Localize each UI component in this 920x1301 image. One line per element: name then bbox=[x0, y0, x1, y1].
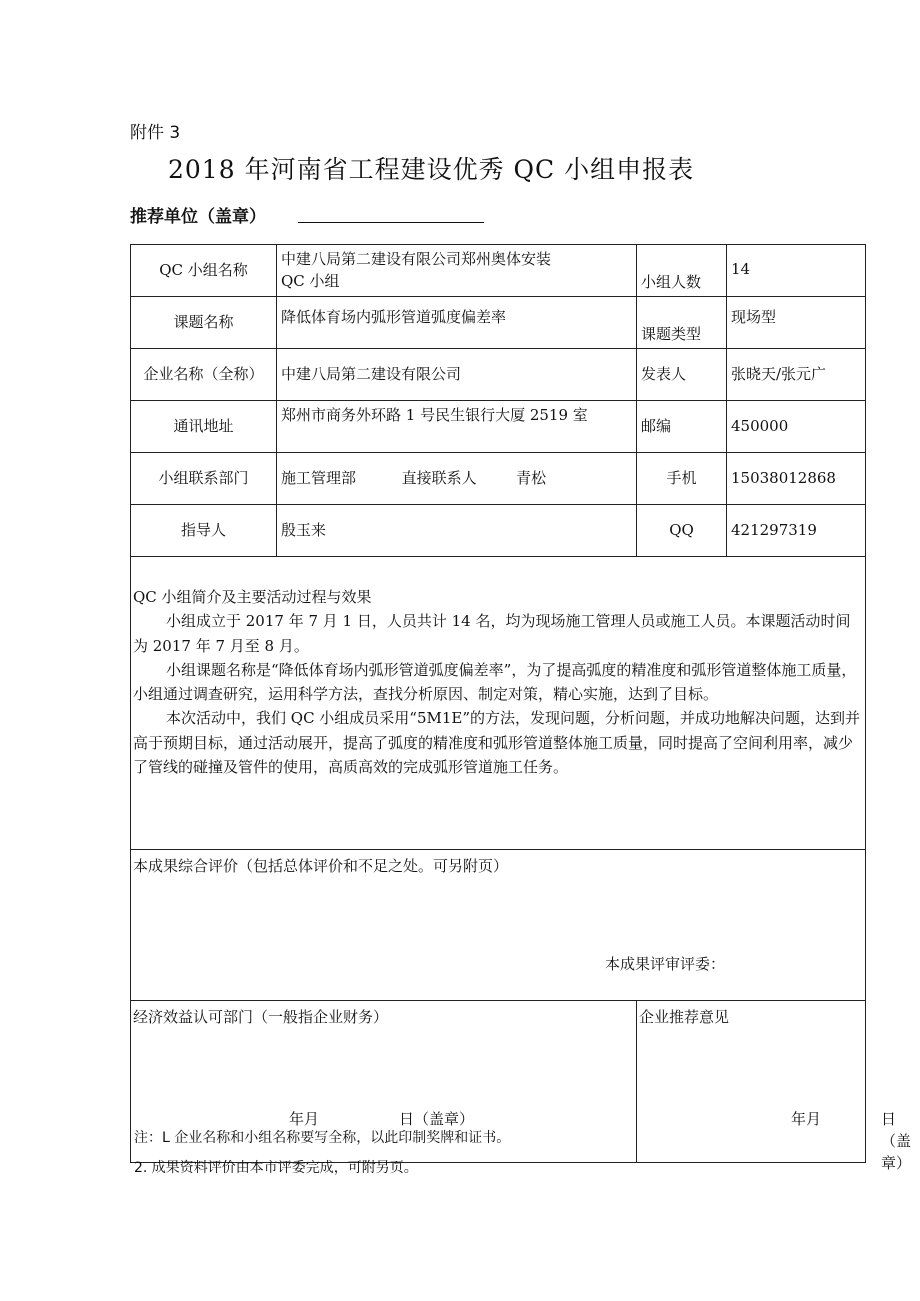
introduction-paragraph-2: 小组课题名称是“降低体育场内弧形管道弧度偏差率”，为了提高弧度的精准度和弧形管道整体施工质量，小组通过调查研究，运用科学方法，查找分析原因、制定对策，精心实施，达到了目标。 bbox=[133, 660, 857, 704]
group-name-label: QC 小组名称 bbox=[131, 245, 277, 297]
recommendation-year-month: 年月 bbox=[791, 1110, 822, 1128]
contact-person-label: 直接联系人 bbox=[401, 468, 477, 487]
advisor-label: 指导人 bbox=[131, 505, 277, 557]
recommending-unit-label: 推荐单位（盖章） bbox=[130, 207, 266, 227]
group-name-value-line2: QC 小组 bbox=[281, 271, 340, 290]
contact-person-value: 青松 bbox=[516, 468, 547, 487]
topic-type-value: 现场型 bbox=[727, 297, 866, 349]
finance-year-month: 年月 bbox=[289, 1110, 320, 1128]
introduction-heading: QC 小组简介及主要活动过程与效果 bbox=[133, 588, 372, 606]
footnote-2: 2. 成果资料评价由本市评委完成，可附另页。 bbox=[134, 1160, 418, 1176]
row-address bbox=[131, 401, 866, 453]
introduction-cell bbox=[131, 557, 866, 850]
group-name-value bbox=[277, 245, 637, 297]
row-topic bbox=[131, 297, 866, 349]
group-name-value-line1: 中建八局第二建设有限公司郑州奥体安装 bbox=[281, 249, 552, 268]
department-label: 小组联系部门 bbox=[131, 453, 277, 505]
postcode-value: 450000 bbox=[727, 401, 866, 453]
presenter-label: 发表人 bbox=[637, 349, 727, 401]
recommendation-day-seal: 日（盖章） bbox=[881, 1110, 912, 1172]
phone-value: 15038012868 bbox=[727, 453, 866, 505]
row-company bbox=[131, 349, 866, 401]
evaluation-cell bbox=[131, 850, 866, 1001]
footnote-1: 注：L 企业名称和小组名称要写全称，以此印制奖牌和证书。 bbox=[134, 1130, 511, 1146]
department-value: 施工管理部 bbox=[281, 468, 357, 487]
company-recommendation-label: 企业推荐意见 bbox=[639, 1008, 730, 1026]
department-contact-cell bbox=[277, 453, 637, 505]
company-value: 中建八局第二建设有限公司 bbox=[277, 349, 637, 401]
qq-label: QQ bbox=[637, 505, 727, 557]
introduction-paragraph-1: 小组成立于 2017 年 7 月 1 日，人员共计 14 名，均为现场施工管理人员或施工人员。本课题活动时间为 2017 年 7 月至 8 月。 bbox=[133, 612, 851, 655]
postcode-label: 邮编 bbox=[637, 401, 727, 453]
page-title: 2018 年河南省工程建设优秀 QC 小组申报表 bbox=[168, 155, 695, 184]
address-label: 通讯地址 bbox=[131, 401, 277, 453]
finance-approval-label: 经济效益认可部门（一般指企业财务） bbox=[133, 1008, 389, 1026]
company-label: 企业名称（全称） bbox=[131, 349, 277, 401]
member-count-label: 小组人数 bbox=[637, 245, 727, 297]
reviewer-label: 本成果评审评委： bbox=[605, 955, 726, 973]
topic-label: 课题名称 bbox=[131, 297, 277, 349]
finance-day-seal: 日（盖章） bbox=[399, 1110, 475, 1128]
member-count-value: 14 bbox=[727, 245, 866, 297]
row-department bbox=[131, 453, 866, 505]
evaluation-label: 本成果综合评价（包括总体评价和不足之处。可另附页） bbox=[133, 857, 509, 875]
presenter-value: 张晓天/张元广 bbox=[727, 349, 866, 401]
topic-value: 降低体育场内弧形管道弧度偏差率 bbox=[277, 297, 637, 349]
row-evaluation bbox=[131, 850, 866, 1001]
qq-value: 421297319 bbox=[727, 505, 866, 557]
address-value: 郑州市商务外环路 1 号民生银行大厦 2519 室 bbox=[277, 401, 637, 453]
topic-type-label: 课题类型 bbox=[637, 297, 727, 349]
row-advisor bbox=[131, 505, 866, 557]
attachment-label: 附件 3 bbox=[130, 123, 181, 143]
row-group-name bbox=[131, 245, 866, 297]
recommending-unit-blank-line bbox=[298, 222, 484, 223]
phone-label: 手机 bbox=[637, 453, 727, 505]
introduction-paragraph-3: 本次活动中，我们 QC 小组成员采用“5M1E”的方法，发现问题，分析问题，并成功地解决问题，达到并高于预期目标，通过活动展开，提高了弧度的精准度和弧形管道整体施工质量，同时提高了空间利用率，减少了管线的碰撞及管件的使用，高质高效的完成弧形管道施工任务。 bbox=[133, 709, 861, 777]
row-introduction bbox=[131, 557, 866, 850]
advisor-value: 殷玉来 bbox=[277, 505, 637, 557]
company-recommendation-cell bbox=[637, 1001, 912, 1172]
